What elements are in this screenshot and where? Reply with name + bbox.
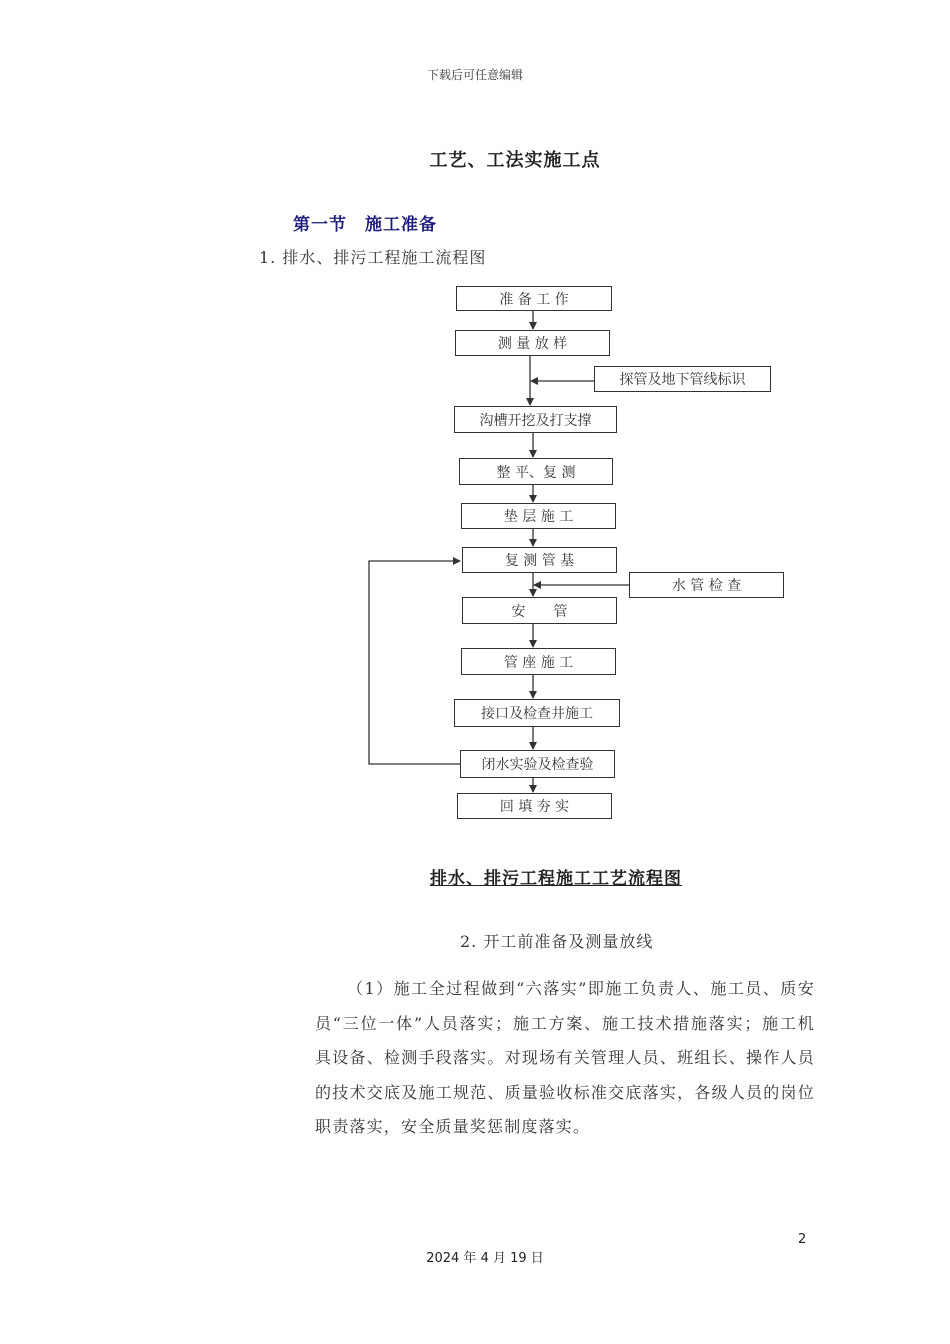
flow-step-level: 整 平、复 测: [459, 458, 613, 485]
subheading-survey: 2. 开工前准备及测量放线: [460, 932, 654, 951]
flow-side-pipe-check: 水 管 检 查: [629, 572, 784, 598]
header-note: 下载后可任意编辑: [426, 68, 523, 82]
flow-step-cushion: 垫 层 施 工: [461, 503, 616, 529]
flow-step-recheck-base: 复 测 管 基: [462, 547, 617, 573]
flow-step-water-test: 闭水实验及检查验: [460, 750, 615, 778]
subheading-flowchart: 1. 排水、排污工程施工流程图: [259, 248, 487, 267]
page-number: 2: [798, 1232, 807, 1247]
flow-side-pipe-detect: 探管及地下管线标识: [594, 366, 771, 392]
section-title: 第一节 施工准备: [293, 215, 437, 235]
flow-step-prep: 准 备 工 作: [456, 286, 612, 311]
flow-step-install-pipe: 安 管: [462, 597, 617, 624]
flow-step-trench: 沟槽开挖及打支撑: [454, 406, 617, 433]
flow-step-pipe-seat: 管 座 施 工: [461, 648, 616, 675]
body-paragraph: （1）施工全过程做到“六落实”即施工负责人、施工员、质安员“三位一体”人员落实；施工方案、施工技术措施落实；施工机具设备、检测手段落实。对现场有关管理人员、班组长、操作人员的技术交底及施工规范、质量验收标准交底落实，各级人员的岗位职责落实，安全质量奖惩制度落实。: [315, 979, 815, 1136]
flowchart-caption: 排水、排污工程施工工艺流程图: [430, 869, 682, 889]
document-title: 工艺、工法实施工点: [429, 150, 601, 171]
flow-step-joint-manhole: 接口及检查井施工: [454, 699, 620, 727]
footer-date: 2024 年 4 月 19 日: [426, 1251, 544, 1266]
flow-step-backfill: 回 填 夯 实: [457, 793, 612, 819]
flow-step-survey: 测 量 放 样: [455, 330, 610, 356]
